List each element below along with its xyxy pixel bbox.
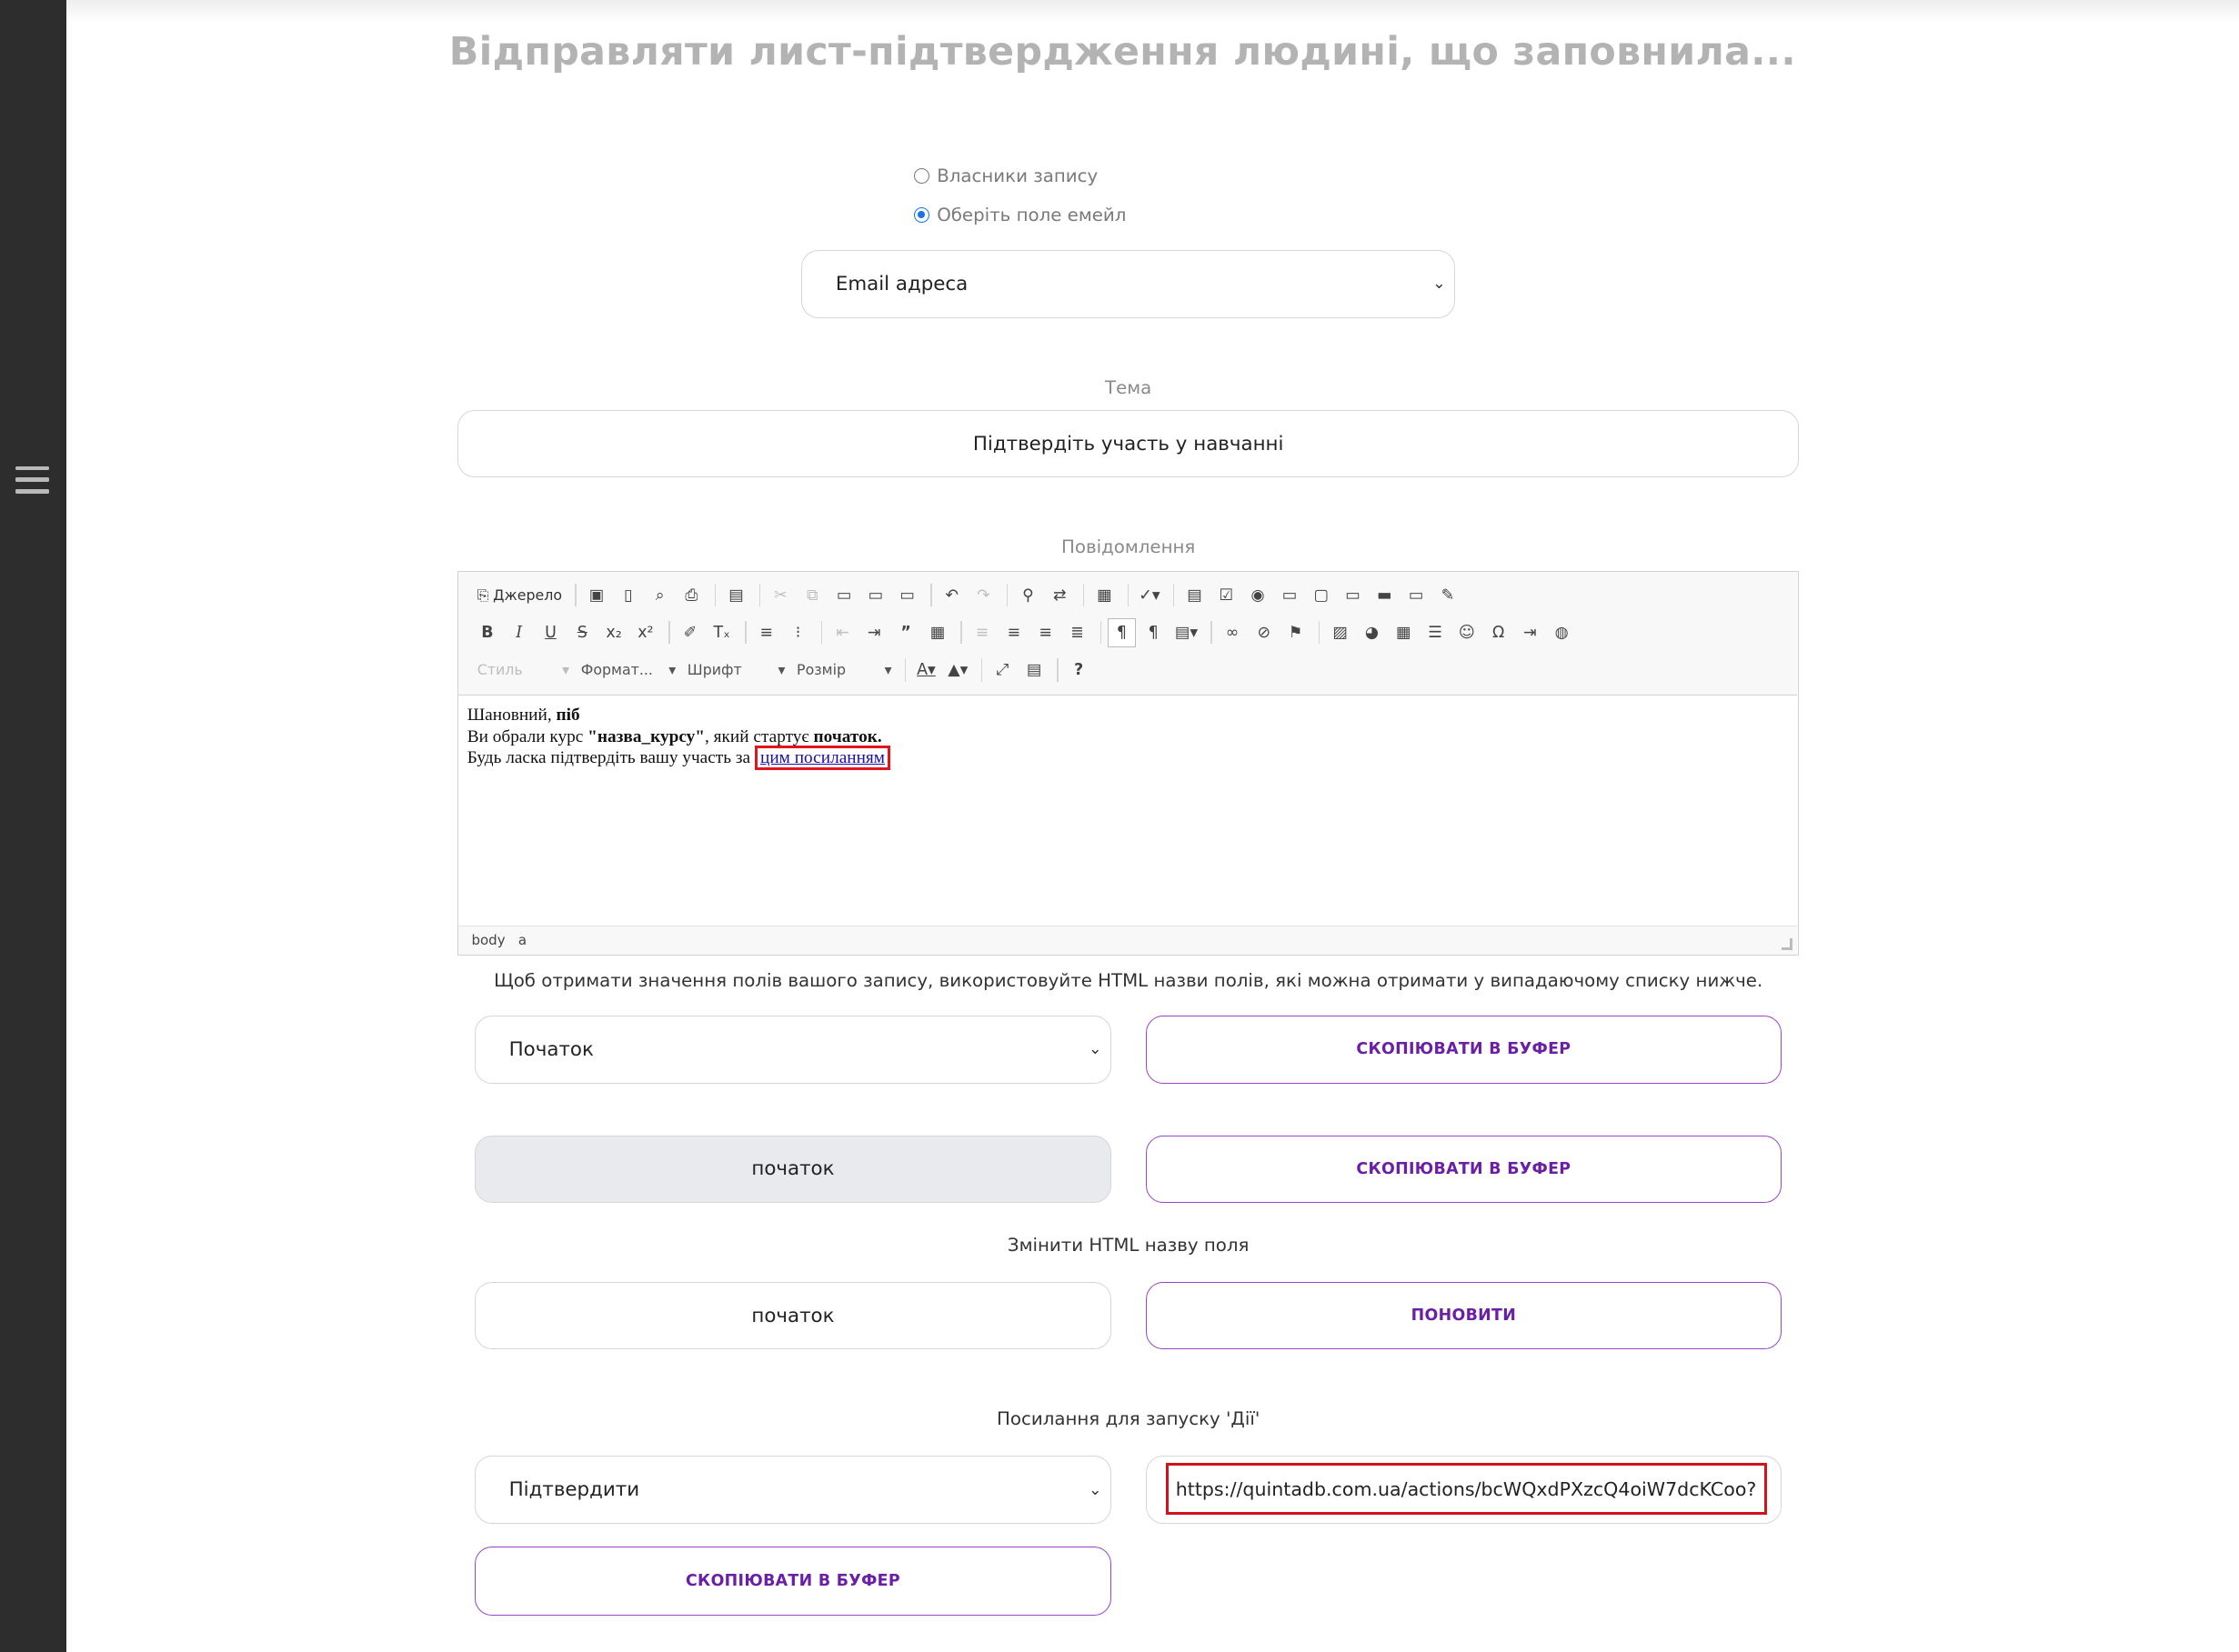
toolbar-separator [930,584,932,606]
toolbar-separator [821,621,823,644]
toolbar-separator [981,658,983,681]
field-html-name [475,1136,1110,1203]
copy-icon[interactable]: ⧉ [807,586,818,605]
source-button-label: Джерело [493,586,563,605]
field-select-value: Початок [508,1037,594,1061]
action-url-highlight[interactable] [1166,1463,1767,1515]
align-right-icon[interactable]: ≡ [1039,623,1052,642]
top-shadow [66,0,2239,23]
redo-icon[interactable]: ↷ [977,586,990,605]
sidebar [0,0,66,1652]
show-blocks-icon[interactable]: ▤ [1026,660,1042,679]
copy-format-icon[interactable]: ✐ [683,623,698,642]
format-dropdown[interactable] [577,656,680,685]
smiley-icon[interactable]: ☺ [1458,623,1475,642]
size-dropdown-label: Розмір [797,661,847,679]
toolbar-separator [1007,584,1009,606]
path-a[interactable]: a [517,932,527,949]
style-dropdown[interactable] [473,656,574,685]
remove-format-icon[interactable]: Tₓ [713,623,730,642]
horizontal-line-icon[interactable]: ☰ [1428,623,1442,642]
chevron-down-icon: ⌄ [1088,1040,1102,1059]
strike-icon[interactable]: S [577,623,587,642]
find-icon[interactable]: ⚲ [1022,586,1034,605]
align-justify-icon[interactable]: ≣ [1070,623,1084,642]
rename-input[interactable] [475,1282,1110,1349]
save-icon[interactable]: ▣ [588,586,605,605]
toolbar-row-2 [473,616,1579,648]
chevron-down-icon: ▾ [668,661,677,679]
toolbar-separator [715,584,717,606]
superscript-icon[interactable]: x² [638,623,654,642]
copy-field-button[interactable]: СКОПІЮВАТИ В БУФЕР [1146,1016,1782,1083]
special-char-icon[interactable]: Ω [1491,623,1505,642]
chevron-down-icon: ▾ [778,661,786,679]
toolbar-row-1 [473,579,1465,611]
radio-owners[interactable] [914,165,1098,186]
size-dropdown[interactable] [792,656,896,685]
rtl-icon[interactable]: ¶ [1148,623,1159,642]
toolbar-separator [759,584,761,606]
line3-start: Будь ласка підтвердіть вашу участь за [467,748,755,768]
table-icon[interactable]: ▦ [1396,623,1411,642]
blockquote-icon[interactable]: ” [900,623,911,642]
format-dropdown-label: Формат... [580,661,653,679]
page-break-icon[interactable]: ⇥ [1523,623,1537,642]
editor-content[interactable] [467,705,890,769]
button-field-icon[interactable]: ▬ [1377,586,1392,605]
print-icon[interactable]: ⎙ [685,586,698,605]
toolbar-separator [1083,584,1085,606]
unlink-icon[interactable]: ⊘ [1257,623,1271,642]
toolbar-separator [575,584,577,606]
align-center-icon[interactable]: ≡ [1007,623,1021,642]
indent-icon[interactable]: ⇥ [868,623,881,642]
div-container-icon[interactable]: ▦ [929,623,946,642]
toolbar-separator [1100,621,1102,644]
spellcheck-icon[interactable]: ✓▾ [1139,586,1160,605]
action-select[interactable] [475,1456,1110,1523]
select-all-icon[interactable]: ▦ [1097,586,1112,605]
align-left-icon[interactable]: ≡ [975,623,989,642]
bulleted-list-icon[interactable]: ⁝ [795,623,801,642]
image-button-icon[interactable]: ▭ [1408,586,1424,605]
select-field-icon[interactable]: ▭ [1345,586,1360,605]
message-line-2 [467,726,890,748]
subject-label: Тема [1105,376,1152,398]
templates-icon[interactable]: ▤ [728,586,744,605]
toolbar-separator [745,621,747,644]
new-page-icon[interactable]: ▯ [624,586,633,605]
update-button[interactable]: ПОНОВИТИ [1146,1282,1782,1349]
source-icon: ⎘ [477,586,489,604]
toolbar-separator [1210,621,1212,644]
undo-icon[interactable]: ↶ [945,586,959,605]
action-url-value: https://quintadb.com.ua/actions/bcWQxdPXzcQ4oiW7dcKCoo? [1175,1477,1757,1500]
line2-start: Ви обрали курс [467,726,588,746]
email-field-select[interactable] [801,250,1454,317]
italic-icon[interactable]: I [516,623,523,642]
help-icon[interactable]: ? [1074,660,1084,679]
radio-owners-label: Власники запису [937,165,1099,186]
link-icon[interactable]: ∞ [1225,623,1240,642]
preview-icon[interactable]: ⌕ [655,586,665,605]
toolbar-separator [1173,584,1175,606]
line2-mid: , який стартує [705,726,814,746]
textarea-icon[interactable]: ▢ [1313,586,1329,605]
toolbar-row-3 [473,654,1096,686]
font-dropdown[interactable] [683,656,789,685]
toolbar-separator [905,658,907,681]
message-line-3 [467,747,890,769]
action-select-value: Підтвердити [508,1478,640,1502]
message-line-1 [467,705,890,726]
email-field-select-value: Email адреса [835,273,969,296]
field-html-name-value: початок [751,1157,835,1181]
radio-owners-icon[interactable] [914,168,929,184]
flash-icon[interactable]: ◕ [1364,623,1380,642]
ltr-icon[interactable]: ¶ [1108,618,1137,647]
chevron-down-icon: ⌄ [1432,275,1446,294]
image-icon[interactable]: ▨ [1332,623,1348,642]
start-field: початок. [813,726,882,746]
radio-icon[interactable]: ◉ [1250,586,1265,605]
rename-label: Змінити HTML назву поля [1007,1234,1250,1256]
confirm-link[interactable]: цим посиланням [760,748,886,768]
toolbar-separator [960,621,962,644]
paste-text-icon[interactable]: ▭ [868,586,884,605]
font-dropdown-label: Шрифт [687,661,742,679]
menu-icon[interactable] [15,466,48,498]
highlight-box [755,746,890,770]
copy-html-name-button[interactable]: СКОПІЮВАТИ В БУФЕР [1146,1136,1782,1203]
path-body[interactable]: body [471,932,506,949]
editor-statusbar [458,926,1797,955]
greeting-name: піб [556,705,580,725]
language-icon[interactable]: ▤▾ [1174,623,1199,642]
copy-action-link-button[interactable]: СКОПІЮВАТИ В БУФЕР [475,1547,1110,1616]
message-editor [457,571,1799,956]
checkbox-icon[interactable]: ☑ [1219,586,1234,605]
field-select[interactable] [475,1016,1110,1083]
action-link-label: Посилання для запуску 'Дії' [997,1408,1260,1430]
chevron-down-icon: ⌄ [1088,1480,1102,1499]
outdent-icon[interactable]: ⇤ [836,623,849,642]
textfield-icon[interactable]: ▭ [1281,586,1298,605]
text-color-icon[interactable]: A▾ [917,660,936,679]
style-dropdown-label: Стиль [477,661,523,679]
bg-color-icon[interactable]: ▲▾ [948,660,969,679]
subject-input-value: Підтвердіть участь у навчанні [972,432,1284,456]
editor-toolbar [458,572,1797,696]
paste-icon[interactable]: ▭ [836,586,852,605]
course-name: "назва_курсу" [587,726,706,746]
fields-hint: Щоб отримати значення полів вашого запису, використовуйте HTML назви полів, які можна отримати у випадаючому списку нижче. [494,969,1763,991]
radio-email-field-label: Оберіть поле емейл [937,204,1127,225]
toolbar-separator [1319,621,1320,644]
underline-icon[interactable]: U [545,623,557,642]
source-button[interactable] [473,581,567,610]
hidden-field-icon[interactable]: ✎ [1441,586,1455,605]
chevron-down-icon: ▾ [562,661,570,679]
replace-icon[interactable]: ⇄ [1053,586,1067,605]
paste-word-icon[interactable]: ▭ [899,586,915,605]
toolbar-separator [1128,584,1130,606]
anchor-icon[interactable]: ⚑ [1288,623,1303,642]
toolbar-separator [668,621,670,644]
radio-email-field[interactable] [914,205,1127,225]
bold-icon[interactable]: B [481,623,494,642]
maximize-icon[interactable]: ⤢ [996,660,1009,679]
cut-icon[interactable]: ✂ [774,586,788,605]
iframe-icon[interactable]: ◍ [1554,623,1569,642]
radio-email-field-icon[interactable] [914,207,929,223]
rename-input-value: початок [751,1304,835,1327]
subscript-icon[interactable]: x₂ [606,623,622,642]
toolbar-separator [1057,658,1059,681]
subject-input[interactable] [457,410,1799,477]
page-title: Відправляти лист-підтвердження людині, що заповнила... [448,28,1796,75]
chevron-down-icon: ▾ [884,661,892,679]
resize-handle-icon[interactable] [1782,938,1793,950]
numbered-list-icon[interactable]: ≡ [759,623,773,642]
greeting-text: Шановний, [467,705,557,725]
form-icon[interactable]: ▤ [1187,586,1202,605]
message-label: Повідомлення [1061,536,1196,558]
